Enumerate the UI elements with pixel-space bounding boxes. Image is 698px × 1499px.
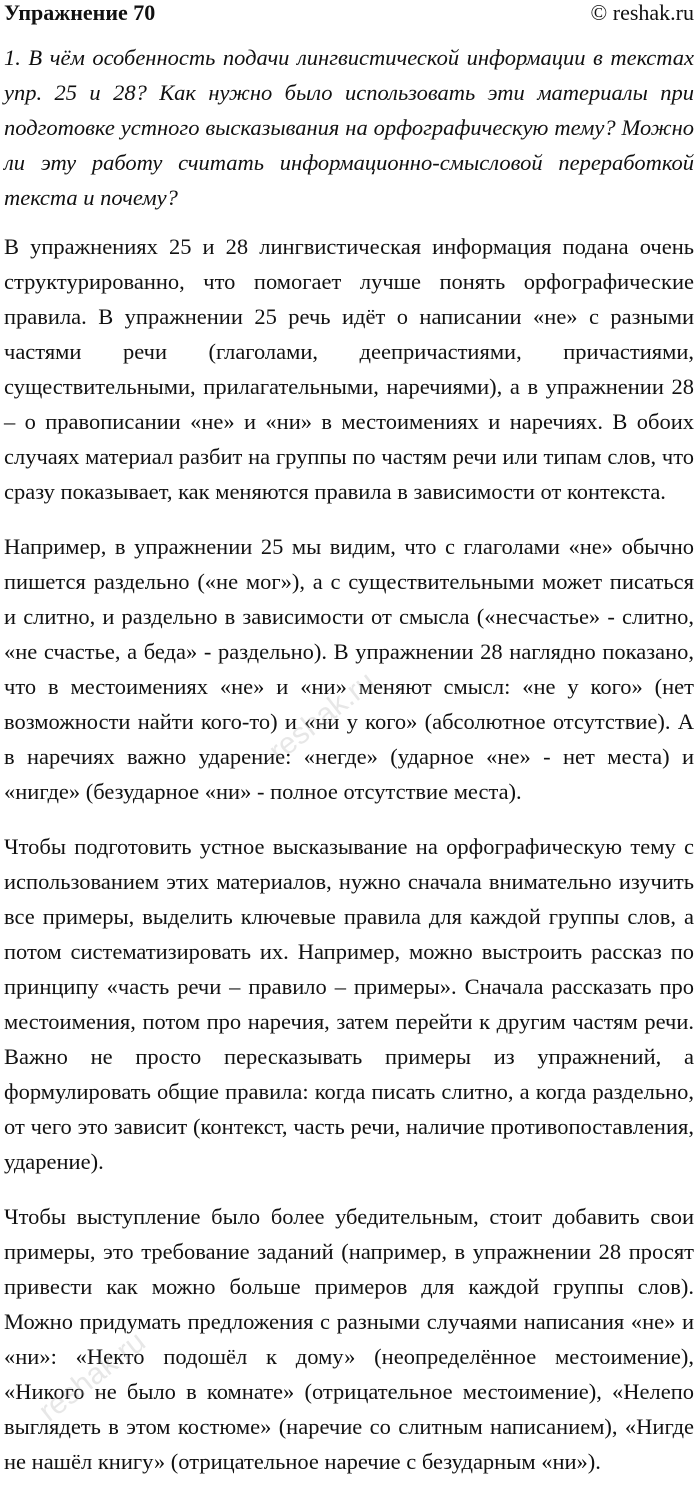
answer-paragraph-3: Чтобы подготовить устное высказывание на орфографическую тему с использованием этих материалов, нужно сначала внимательно изучить все примеры, выделить ключевые правила для каждой группы слов, а потом систематизировать их. Например, можно выстроить рассказ по принципу «часть речи – правило – примеры». Сначала рассказать про местоимения, потом про наречия, затем перейти к другим частям речи. Важно не просто пересказывать примеры из упражнений, а формулировать общие правила: когда писать слитно, а когда раздельно, от чего это зависит (контекст, часть речи, наличие противопоставления, ударение). — [4, 834, 694, 1174]
watermark: reshak.ru — [32, 1325, 152, 1429]
answer-paragraph-4: Чтобы выступление было более убедительным, стоит добавить свои примеры, это требование заданий (например, в упражнении 28 просят привести как можно больше примеров для каждой группы слов). Можно придумать предложения с разными случаями написания «не» и «ни»: «Некто подошёл к дому» (неопределённое местоимение), «Никого не было в комнате» (отрицательное местоимение), «Нелепо выглядеть в этом костюме» (наречие со слитным написанием), «Нигде не нашёл книгу» (отрицательное наречие с безударным «ни»). — [4, 1204, 694, 1474]
answer-content — [4, 40, 694, 1499]
watermark: reshak.ru — [262, 665, 382, 769]
exercise-title: Упражнение 70 — [4, 0, 156, 25]
page-header — [0, 0, 698, 28]
answer-paragraph-1: В упражнениях 25 и 28 лингвистическая информация подана очень структурированно, что помогает лучше понять орфографические правила. В упражнении 25 речь идёт о написании «не» с разными частями речи (глаголами, деепричастиями, причастиями, существительными, прилагательными, наречиями), а в упражнении 28 – о правописании «не» и «ни» в местоимениях и наречиях. В обоих случаях материал разбит на группы по частям речи или типам слов, что сразу показывает, как меняются правила в зависимости от контекста. — [4, 234, 694, 504]
question-text: 1. В чём особенность подачи лингвистической информации в текстах упр. 25 и 28? Как нужно было использовать эти материалы при подготовке устного высказывания на орфографическую тему? Можно ли эту работу считать информационно-смысловой переработкой текста и почему? — [4, 45, 694, 210]
answer-paragraph-2: Например, в упражнении 25 мы видим, что с глаголами «не» обычно пишется раздельно («не мог»), а с существительными может писаться и слитно, и раздельно в зависимости от смысла («несчастье» - слитно, «не счастье, а беда» - раздельно). В упражнении 28 наглядно показано, что в местоимениях «не» и «ни» меняют смысл: «не у кого» (нет возможности найти кого-то) и «ни у кого» (абсолютное отсутствие). А в наречиях важно ударение: «негде» (ударное «не» - нет места) и «нигде» (безударное «ни» - полное отсутствие места). — [4, 534, 694, 804]
site-copyright: © reshak.ru — [590, 0, 694, 25]
